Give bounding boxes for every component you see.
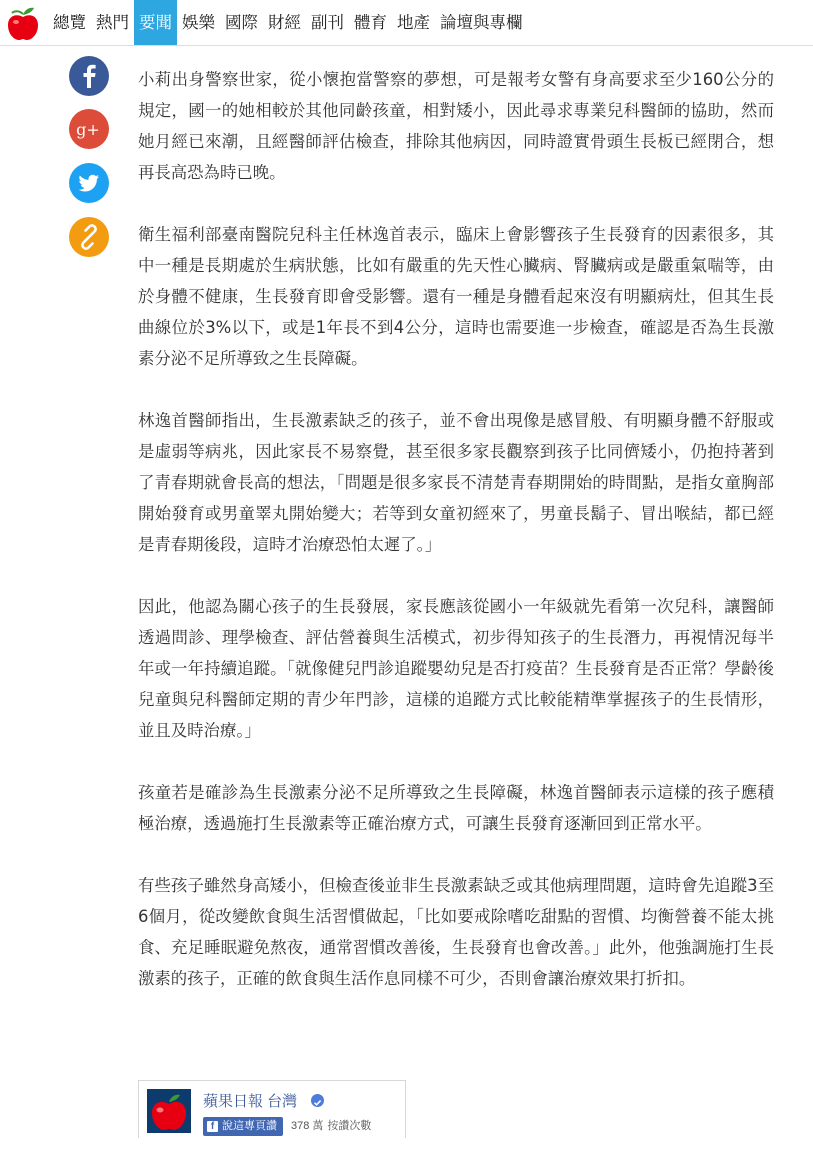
twitter-icon bbox=[69, 163, 109, 203]
page-name-link[interactable]: 蘋果日報 台灣 bbox=[203, 1093, 298, 1110]
link-icon bbox=[69, 217, 109, 257]
apple-logo-icon[interactable] bbox=[6, 4, 40, 42]
fan-page-widget bbox=[138, 1080, 406, 1138]
twitter-share-button[interactable] bbox=[69, 163, 109, 203]
page-avatar[interactable] bbox=[147, 1089, 191, 1133]
nav-item[interactable]: 熱門 bbox=[96, 13, 129, 32]
facebook-icon bbox=[69, 56, 109, 96]
svg-text:g+: g+ bbox=[76, 120, 100, 139]
like-count bbox=[291, 1117, 371, 1136]
nav-item[interactable]: 論壇與專欄 bbox=[440, 13, 523, 32]
like-count-suffix: 按讚次數 bbox=[327, 1120, 372, 1132]
nav-item[interactable]: 要聞 bbox=[134, 0, 177, 45]
apple-logo-icon bbox=[147, 1089, 191, 1133]
copy-link-button[interactable] bbox=[69, 217, 109, 257]
article-paragraph: 衛生福利部臺南醫院兒科主任林逸首表示，臨床上會影響孩子生長發育的因素很多，其中一種是長期處於生病狀態，比如有嚴重的先天性心臟病、腎臟病或是嚴重氣喘等，由於身體不健康，生長發育即會受影響。還有一種是身體看起來沒有明顯病灶，但其生長曲線位於3%以下，或是1年長不到4公分，這時也需要進一步檢查，確認是否為生長激素分泌不足所導致之生長障礙。 bbox=[138, 225, 774, 368]
nav-item[interactable]: 地產 bbox=[397, 13, 430, 32]
google-plus-share-button[interactable] bbox=[69, 109, 109, 149]
facebook-icon: f bbox=[207, 1121, 218, 1132]
nav-item[interactable]: 財經 bbox=[268, 13, 301, 32]
main-menu bbox=[48, 0, 528, 45]
like-page-button[interactable] bbox=[203, 1117, 283, 1136]
google-plus-icon bbox=[69, 109, 109, 149]
nav-item[interactable]: 副刊 bbox=[311, 13, 344, 32]
article-paragraph: 有些孩子雖然身高矮小，但檢查後並非生長激素缺乏或其他病理問題，這時會先追蹤3至6個月，從改變飲食與生活習慣做起，「比如要戒除嗜吃甜點的習慣、均衡營養不能太挑食、充足睡眠避免熬夜，通常習慣改善後，生長發育也會改善。」此外，他強調施打生長激素的孩子，正確的飲食與生活作息同樣不可少，否則會讓治療效果打折扣。 bbox=[138, 876, 774, 988]
facebook-share-button[interactable] bbox=[69, 56, 109, 96]
nav-item[interactable]: 國際 bbox=[225, 13, 258, 32]
article-body bbox=[138, 64, 774, 1025]
like-count-value: 378 萬 bbox=[291, 1120, 324, 1132]
article-paragraph: 因此，他認為關心孩子的生長發展，家長應該從國小一年級就先看第一次兒科，讓醫師透過問診、理學檢查、評估營養與生活模式，初步得知孩子的生長潛力，再視情況每半年或一年持續追蹤。「就像健兒門診追蹤嬰幼兒是否打疫苗？生長發育是否正常？學齡後兒童與兒科醫師定期的青少年門診，這樣的追蹤方式比較能精準掌握孩子的生長情形，並且及時治療。」 bbox=[138, 597, 774, 740]
article-paragraph: 孩童若是確診為生長激素分泌不足所導致之生長障礙，林逸首醫師表示這樣的孩子應積極治療，透過施打生長激素等正確治療方式，可讓生長發育逐漸回到正常水平。 bbox=[138, 783, 774, 833]
top-navigation bbox=[0, 0, 813, 46]
like-button-label: 說這專頁讚 bbox=[222, 1120, 277, 1132]
verified-badge-icon bbox=[311, 1094, 324, 1107]
article-paragraph: 小莉出身警察世家，從小懷抱當警察的夢想，可是報考女警有身高要求至少160公分的規定，國一的她相較於其他同齡孩童，相對矮小，因此尋求專業兒科醫師的協助，然而她月經已來潮，且經醫師評估檢查，排除其他病因，同時證實骨頭生長板已經閉合，想再長高恐為時已晚。 bbox=[138, 70, 774, 182]
nav-item[interactable]: 娛樂 bbox=[182, 13, 215, 32]
nav-item[interactable]: 體育 bbox=[354, 13, 387, 32]
article-paragraph: 林逸首醫師指出，生長激素缺乏的孩子，並不會出現像是感冒般、有明顯身體不舒服或是虛弱等病兆，因此家長不易察覺，甚至很多家長觀察到孩子比同儕矮小，仍抱持著到了青春期就會長高的想法，「問題是很多家長不清楚青春期開始的時間點，是指女童胸部開始發育或男童睪丸開始變大；若等到女童初經來了，男童長鬍子、冒出喉結，都已經是青春期後段，這時才治療恐怕太遲了。」 bbox=[138, 411, 774, 554]
nav-item[interactable]: 總覽 bbox=[53, 13, 86, 32]
